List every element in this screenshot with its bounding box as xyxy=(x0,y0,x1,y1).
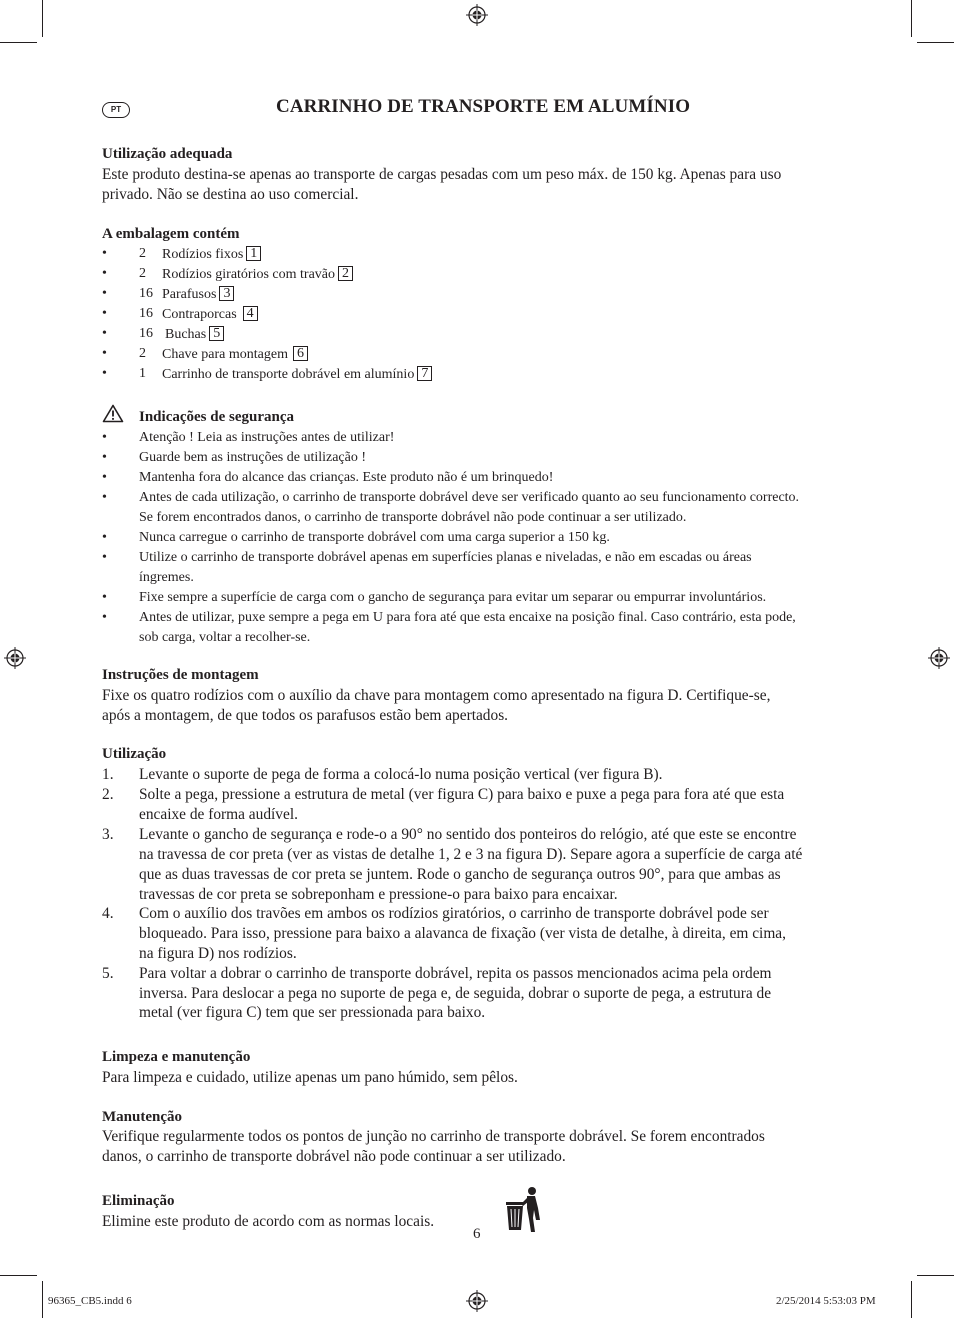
crop-mark xyxy=(42,0,43,37)
contents-heading: A embalagem contém xyxy=(102,226,240,242)
item-ref-number: 3 xyxy=(219,286,234,301)
crop-mark xyxy=(911,1281,912,1318)
disposal-text-line: Elimine este produto de acordo com as normas locais. xyxy=(102,1213,435,1230)
bullet: • xyxy=(102,286,107,301)
list-item xyxy=(162,266,353,283)
item-ref-number: 7 xyxy=(417,366,432,381)
safety-item-line: Mantenha fora do alcance das crianças. Este produto não é um brinquedo! xyxy=(139,470,554,485)
crop-mark xyxy=(42,1281,43,1318)
list-item xyxy=(162,366,432,383)
bullet: • xyxy=(102,266,107,281)
step-line: na travessa de cor preta (ver as vistas de detalhe 1, 2 e 3 na figura D). Separe agora a superfície de carga até xyxy=(139,846,803,863)
safety-item-line: Fixe sempre a superfície de carga com o gancho de segurança para evitar um separar ou empurrar involuntários. xyxy=(139,590,767,605)
registration-mark-icon xyxy=(466,4,488,26)
step-line: Levante o suporte de pega de forma a colocá-lo numa posição vertical (ver figura B). xyxy=(139,766,663,783)
step-line: encaixe de forma audível. xyxy=(139,806,298,823)
step-line: metal (ver figura C) tem que ser pressionada para baixo. xyxy=(139,1004,486,1021)
bullet: • xyxy=(102,590,107,605)
bullet: • xyxy=(102,366,107,381)
assembly-text-line: após a montagem, de que todos os parafusos estão bem apertados. xyxy=(102,707,509,724)
item-label: Parafusos xyxy=(162,287,217,302)
footer-timestamp: 2/25/2014 5:53:03 PM xyxy=(776,1295,876,1307)
bullet: • xyxy=(102,490,107,505)
step-line: Para voltar a dobrar o carrinho de transporte dobrável, repita os passos mencionados acima pela ordem xyxy=(139,965,772,982)
assembly-heading: Instruções de montagem xyxy=(102,667,259,683)
item-quantity: 16 xyxy=(139,286,153,301)
list-item xyxy=(162,286,234,303)
crop-mark xyxy=(917,1275,954,1276)
bullet: • xyxy=(102,610,107,625)
list-item xyxy=(162,306,258,323)
disposal-heading: Eliminação xyxy=(102,1193,175,1209)
step-number: 3. xyxy=(102,826,114,843)
step-line: que as duas travessas de cor preta se juntem. Rode o gancho de segurança outros 90°, para que ambas as xyxy=(139,866,781,883)
bullet: • xyxy=(102,246,107,261)
step-line: na figura D) nos rodízios. xyxy=(139,945,297,962)
cleaning-text-line: Para limpeza e cuidado, utilize apenas um pano húmido, sem pêlos. xyxy=(102,1069,518,1086)
language-badge: PT xyxy=(102,102,130,118)
item-label: Buchas xyxy=(165,327,207,342)
item-label: Rodízios giratórios com travão xyxy=(162,267,336,282)
registration-mark-icon xyxy=(4,647,26,669)
crop-mark xyxy=(911,0,912,37)
bullet: • xyxy=(102,430,107,445)
safety-item-line: Guarde bem as instruções de utilização ! xyxy=(139,450,367,465)
item-label: Chave para montagem xyxy=(162,347,288,362)
item-label: Carrinho de transporte dobrável em alumínio xyxy=(162,367,415,382)
item-quantity: 16 xyxy=(139,306,153,321)
crop-mark xyxy=(0,42,37,43)
item-label: Rodízios fixos xyxy=(162,247,244,262)
list-item xyxy=(162,246,261,263)
maintenance-text-line: danos, o carrinho de transporte dobrável não pode continuar a ser utilizado. xyxy=(102,1148,566,1165)
operation-heading: Utilização xyxy=(102,746,167,762)
item-quantity: 2 xyxy=(139,266,146,281)
assembly-text-line: Fixe os quatro rodízios com o auxílio da chave para montagem como apresentado na figura D. Certifique-se, xyxy=(102,687,771,704)
step-line: Com o auxílio dos travões em ambos os rodízios giratórios, o carrinho de transporte dobrável pode ser xyxy=(139,905,769,922)
safety-item-line: Nunca carregue o carrinho de transporte dobrável com uma carga superior a 150 kg. xyxy=(139,530,610,545)
item-quantity: 2 xyxy=(139,346,146,361)
item-quantity: 16 xyxy=(139,326,153,341)
footer-file-name: 96365_CB5.indd 6 xyxy=(48,1295,132,1307)
bullet: • xyxy=(102,530,107,545)
list-item xyxy=(162,346,308,363)
maintenance-heading: Manutenção xyxy=(102,1109,182,1125)
step-number: 2. xyxy=(102,786,114,803)
safety-heading: Indicações de segurança xyxy=(139,409,294,425)
step-number: 5. xyxy=(102,965,114,982)
list-item xyxy=(165,326,224,343)
item-ref-number: 2 xyxy=(338,266,353,281)
bullet: • xyxy=(102,326,107,341)
registration-mark-icon xyxy=(928,647,950,669)
page-number: 6 xyxy=(473,1226,481,1242)
item-ref-number: 4 xyxy=(243,306,258,321)
crop-mark xyxy=(917,42,954,43)
safety-item-line: Antes de utilizar, puxe sempre a pega em U para fora até que esta encaixe na posição final. Caso contrário, esta pode, xyxy=(139,610,796,625)
cleaning-heading: Limpeza e manutenção xyxy=(102,1049,251,1065)
step-number: 4. xyxy=(102,905,114,922)
usage-text-line: Este produto destina-se apenas ao transporte de cargas pesadas com um peso máx. de 150 kg. Apenas para uso xyxy=(102,166,782,183)
item-ref-number: 1 xyxy=(246,246,261,261)
safety-item-line: Atenção ! Leia as instruções antes de utilizar! xyxy=(139,430,395,445)
bullet: • xyxy=(102,346,107,361)
usage-heading: Utilização adequada xyxy=(102,146,233,162)
item-ref-number: 6 xyxy=(293,346,308,361)
crossed-out-bin-icon xyxy=(505,1186,543,1234)
safety-item-line: Utilize o carrinho de transporte dobrável apenas em superfícies planas e niveladas, e não em escadas ou áreas xyxy=(139,550,752,565)
item-ref-number: 5 xyxy=(209,326,224,341)
step-number: 1. xyxy=(102,766,114,783)
step-line: Levante o gancho de segurança e rode-o a 90° no sentido dos ponteiros do relógio, até que este se encontre xyxy=(139,826,797,843)
step-line: bloqueado. Para isso, pressione para baixo a alavanca de fixação (ver vista de detalhe, à direita, em cima, xyxy=(139,925,786,942)
step-line: travessas de cor preta se sobreponham e pressione-o para baixo para encaixar. xyxy=(139,886,618,903)
item-label: Contraporcas xyxy=(162,307,237,322)
warning-triangle-icon xyxy=(102,404,124,423)
safety-item-line: Antes de cada utilização, o carrinho de transporte dobrável deve ser verificado quanto ao seu funcionamento correcto. xyxy=(139,490,800,505)
usage-text-line: privado. Não se destina ao uso comercial. xyxy=(102,186,359,203)
page-title: CARRINHO DE TRANSPORTE EM ALUMÍNIO xyxy=(276,96,691,117)
bullet: • xyxy=(102,450,107,465)
bullet: • xyxy=(102,470,107,485)
safety-item-line: sob carga, voltar a recolher-se. xyxy=(139,630,311,645)
registration-mark-icon xyxy=(466,1290,488,1312)
step-line: Solte a pega, pressione a estrutura de metal (ver figura C) para baixo e puxe a pega para fora até que esta xyxy=(139,786,785,803)
bullet: • xyxy=(102,550,107,565)
crop-mark xyxy=(0,1275,37,1276)
item-quantity: 2 xyxy=(139,246,146,261)
maintenance-text-line: Verifique regularmente todos os pontos de junção no carrinho de transporte dobrável. Se forem encontrados xyxy=(102,1128,765,1145)
bullet: • xyxy=(102,306,107,321)
step-line: inversa. Para deslocar a pega no suporte de pega e, de seguida, dobrar o suporte de pega, a estrutura de xyxy=(139,985,772,1002)
safety-item-line: íngremes. xyxy=(139,570,194,585)
item-quantity: 1 xyxy=(139,366,146,381)
safety-item-line: Se forem encontrados danos, o carrinho de transporte dobrável não pode continuar a ser utilizado. xyxy=(139,510,687,525)
